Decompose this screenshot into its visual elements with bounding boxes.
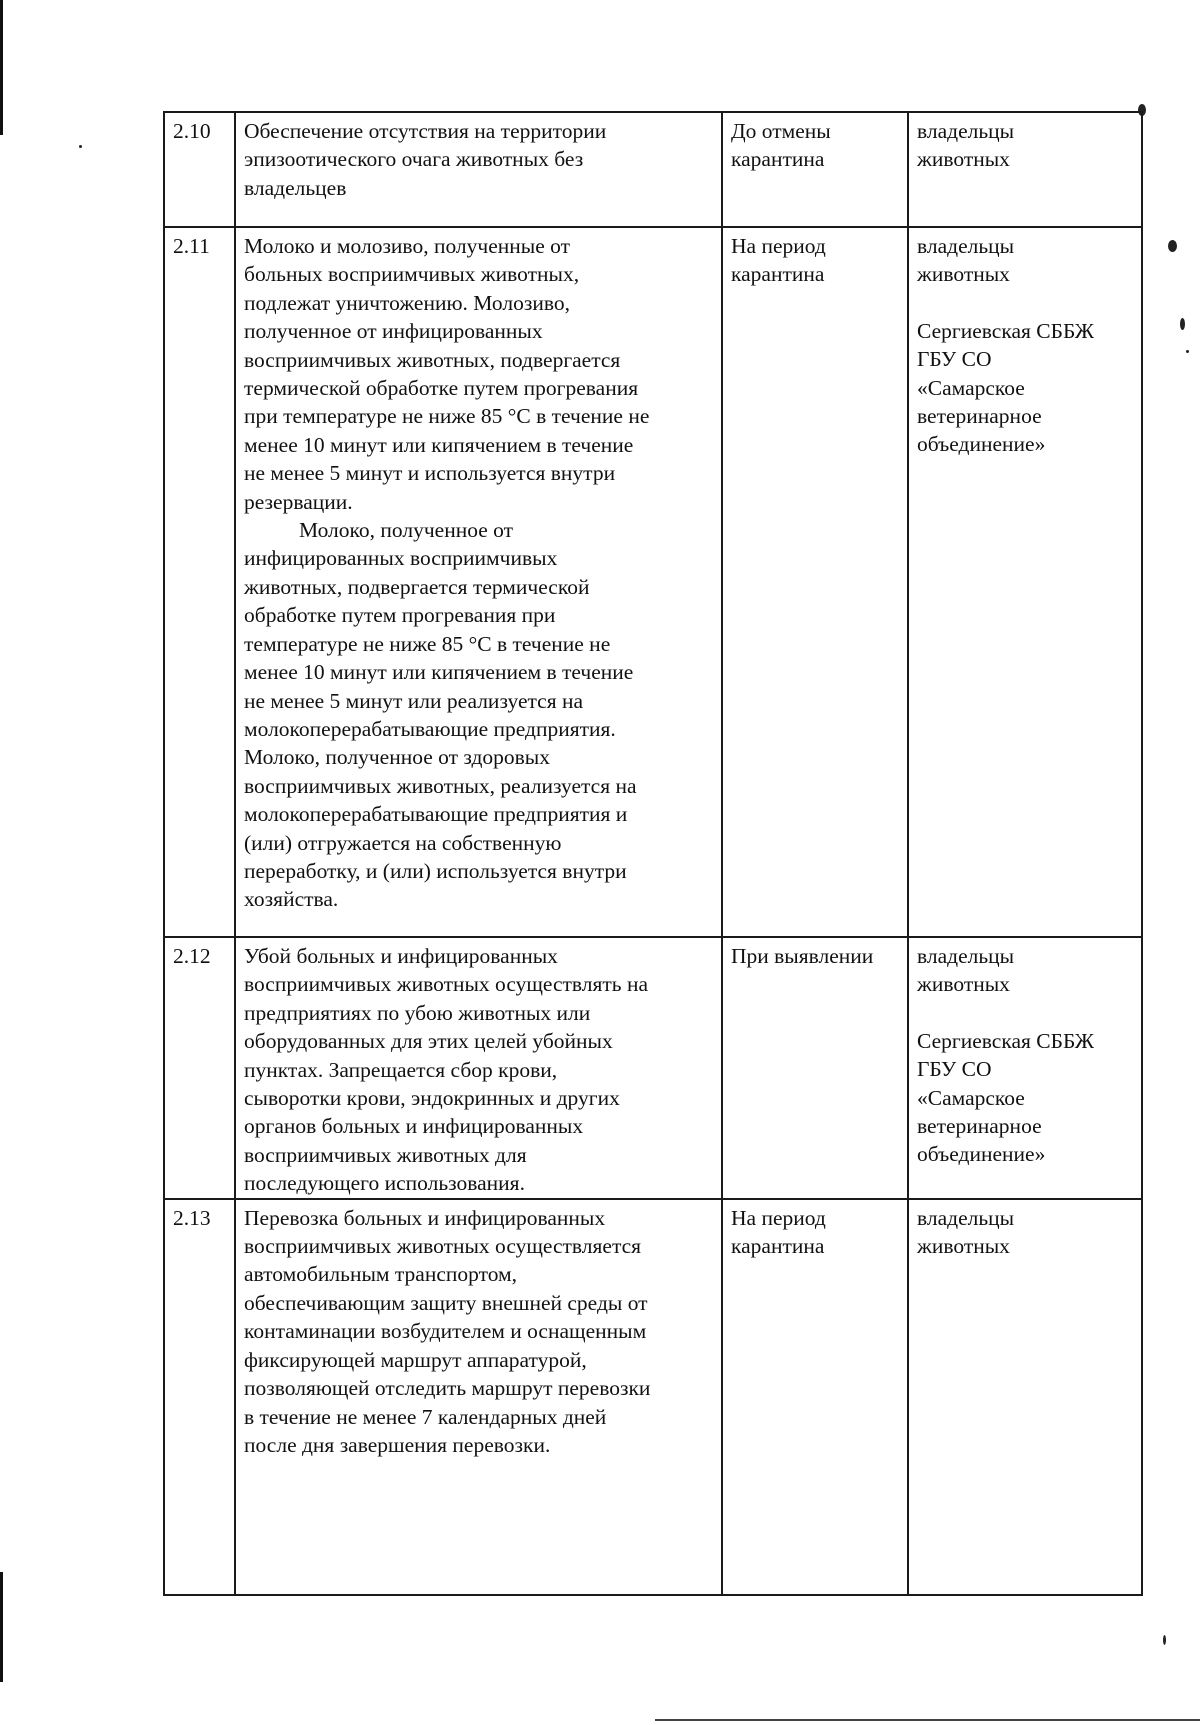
executor-text: владельцы животных: [917, 119, 1015, 172]
term-text: На период карантина: [731, 1205, 826, 1259]
term-text: На период карантина: [731, 234, 826, 287]
measure-term: [722, 1199, 908, 1595]
executor-text: владельцы животных: [917, 944, 1015, 997]
scan-speck: [1180, 318, 1185, 330]
scan-speck: [1186, 350, 1189, 353]
description-paragraph: Перевозка больных и инфицированных восприимчивых животных осуществляется автомобильным транспортом, обеспечивающим защиту внешней среды от контаминации возбудителем и оснащенным фиксирующей маршрут аппаратурой, позволяющей отследить маршрут перевозки в течение не менее 7 календарных дней после дня завершения перевозки.: [244, 1205, 651, 1457]
measure-executors: [908, 112, 1142, 227]
row-number: 2.11: [164, 227, 235, 937]
measure-description: [235, 227, 722, 937]
measures-table: [163, 111, 1143, 1596]
measure-description: [235, 1199, 722, 1595]
executor-text: Сергиевская СББЖ ГБУ СО «Самарское ветеринарное объединение»: [917, 1028, 1095, 1167]
executor-text: владельцы животных: [917, 234, 1015, 287]
row-number: 2.10: [164, 112, 235, 227]
term-text: До отмены карантина: [731, 119, 831, 172]
measure-executors: [908, 227, 1142, 937]
table-row: [164, 1199, 1142, 1595]
measure-term: [722, 227, 908, 937]
scan-speck: [79, 145, 82, 148]
table-row: [164, 112, 1142, 227]
table-row: [164, 937, 1142, 1199]
measure-term: [722, 937, 908, 1199]
description-paragraph: Обеспечение отсутствия на территории эпизоотического очага животных без владельцев: [244, 119, 607, 200]
description-paragraph: Убой больных и инфицированных восприимчивых животных осуществлять на предприятиях по убою животных или оборудованных для этих целей убойных пунктах. Запрещается сбор крови, сыворотки крови, эндокринных и других органов больных и инфицированных восприимчивых животных для последующего использования.: [244, 944, 649, 1196]
row-number: 2.13: [164, 1199, 235, 1595]
scan-speck: [1163, 1635, 1166, 1645]
description-paragraph: Молоко и молозиво, полученные от больных восприимчивых животных, подлежат уничтожению. Молозиво, полученное от инфицированных восприимчивых животных, подвергается термической обработке путем прогревания при температуре не ниже 85 °С в течение не менее 10 минут или кипячением в течение не менее 5 минут и используется внутри резервации.: [244, 234, 650, 514]
scan-edge-mark: [0, 0, 3, 135]
scan-edge-mark: [0, 1572, 3, 1682]
measure-executors: [908, 1199, 1142, 1595]
measure-description: [235, 937, 722, 1199]
measure-term: [722, 112, 908, 227]
row-number: 2.12: [164, 937, 235, 1199]
scan-speck: [1168, 240, 1177, 252]
executor-text: владельцы животных: [917, 1205, 1015, 1259]
measure-description: [235, 112, 722, 227]
description-paragraph: Молоко, полученное от инфицированных восприимчивых животных, подвергается термической обработке путем прогревания при температуре не ниже 85 °С в течение не менее 10 минут или кипячением в течение не менее 5 минут или реализуется на молокоперерабатывающие предприятия. Молоко, полученное от здоровых восприимчивых животных, реализуется на молокоперерабатывающие предприятия и (или) отгружается на собственную переработку, и (или) используется внутри хозяйства.: [244, 518, 637, 912]
page-bottom-rule: [655, 1719, 1200, 1721]
term-text: При выявлении: [731, 944, 874, 968]
measure-executors: [908, 937, 1142, 1199]
executor-text: Сергиевская СББЖ ГБУ СО «Самарское ветеринарное объединение»: [917, 318, 1095, 457]
table-row: [164, 227, 1142, 937]
